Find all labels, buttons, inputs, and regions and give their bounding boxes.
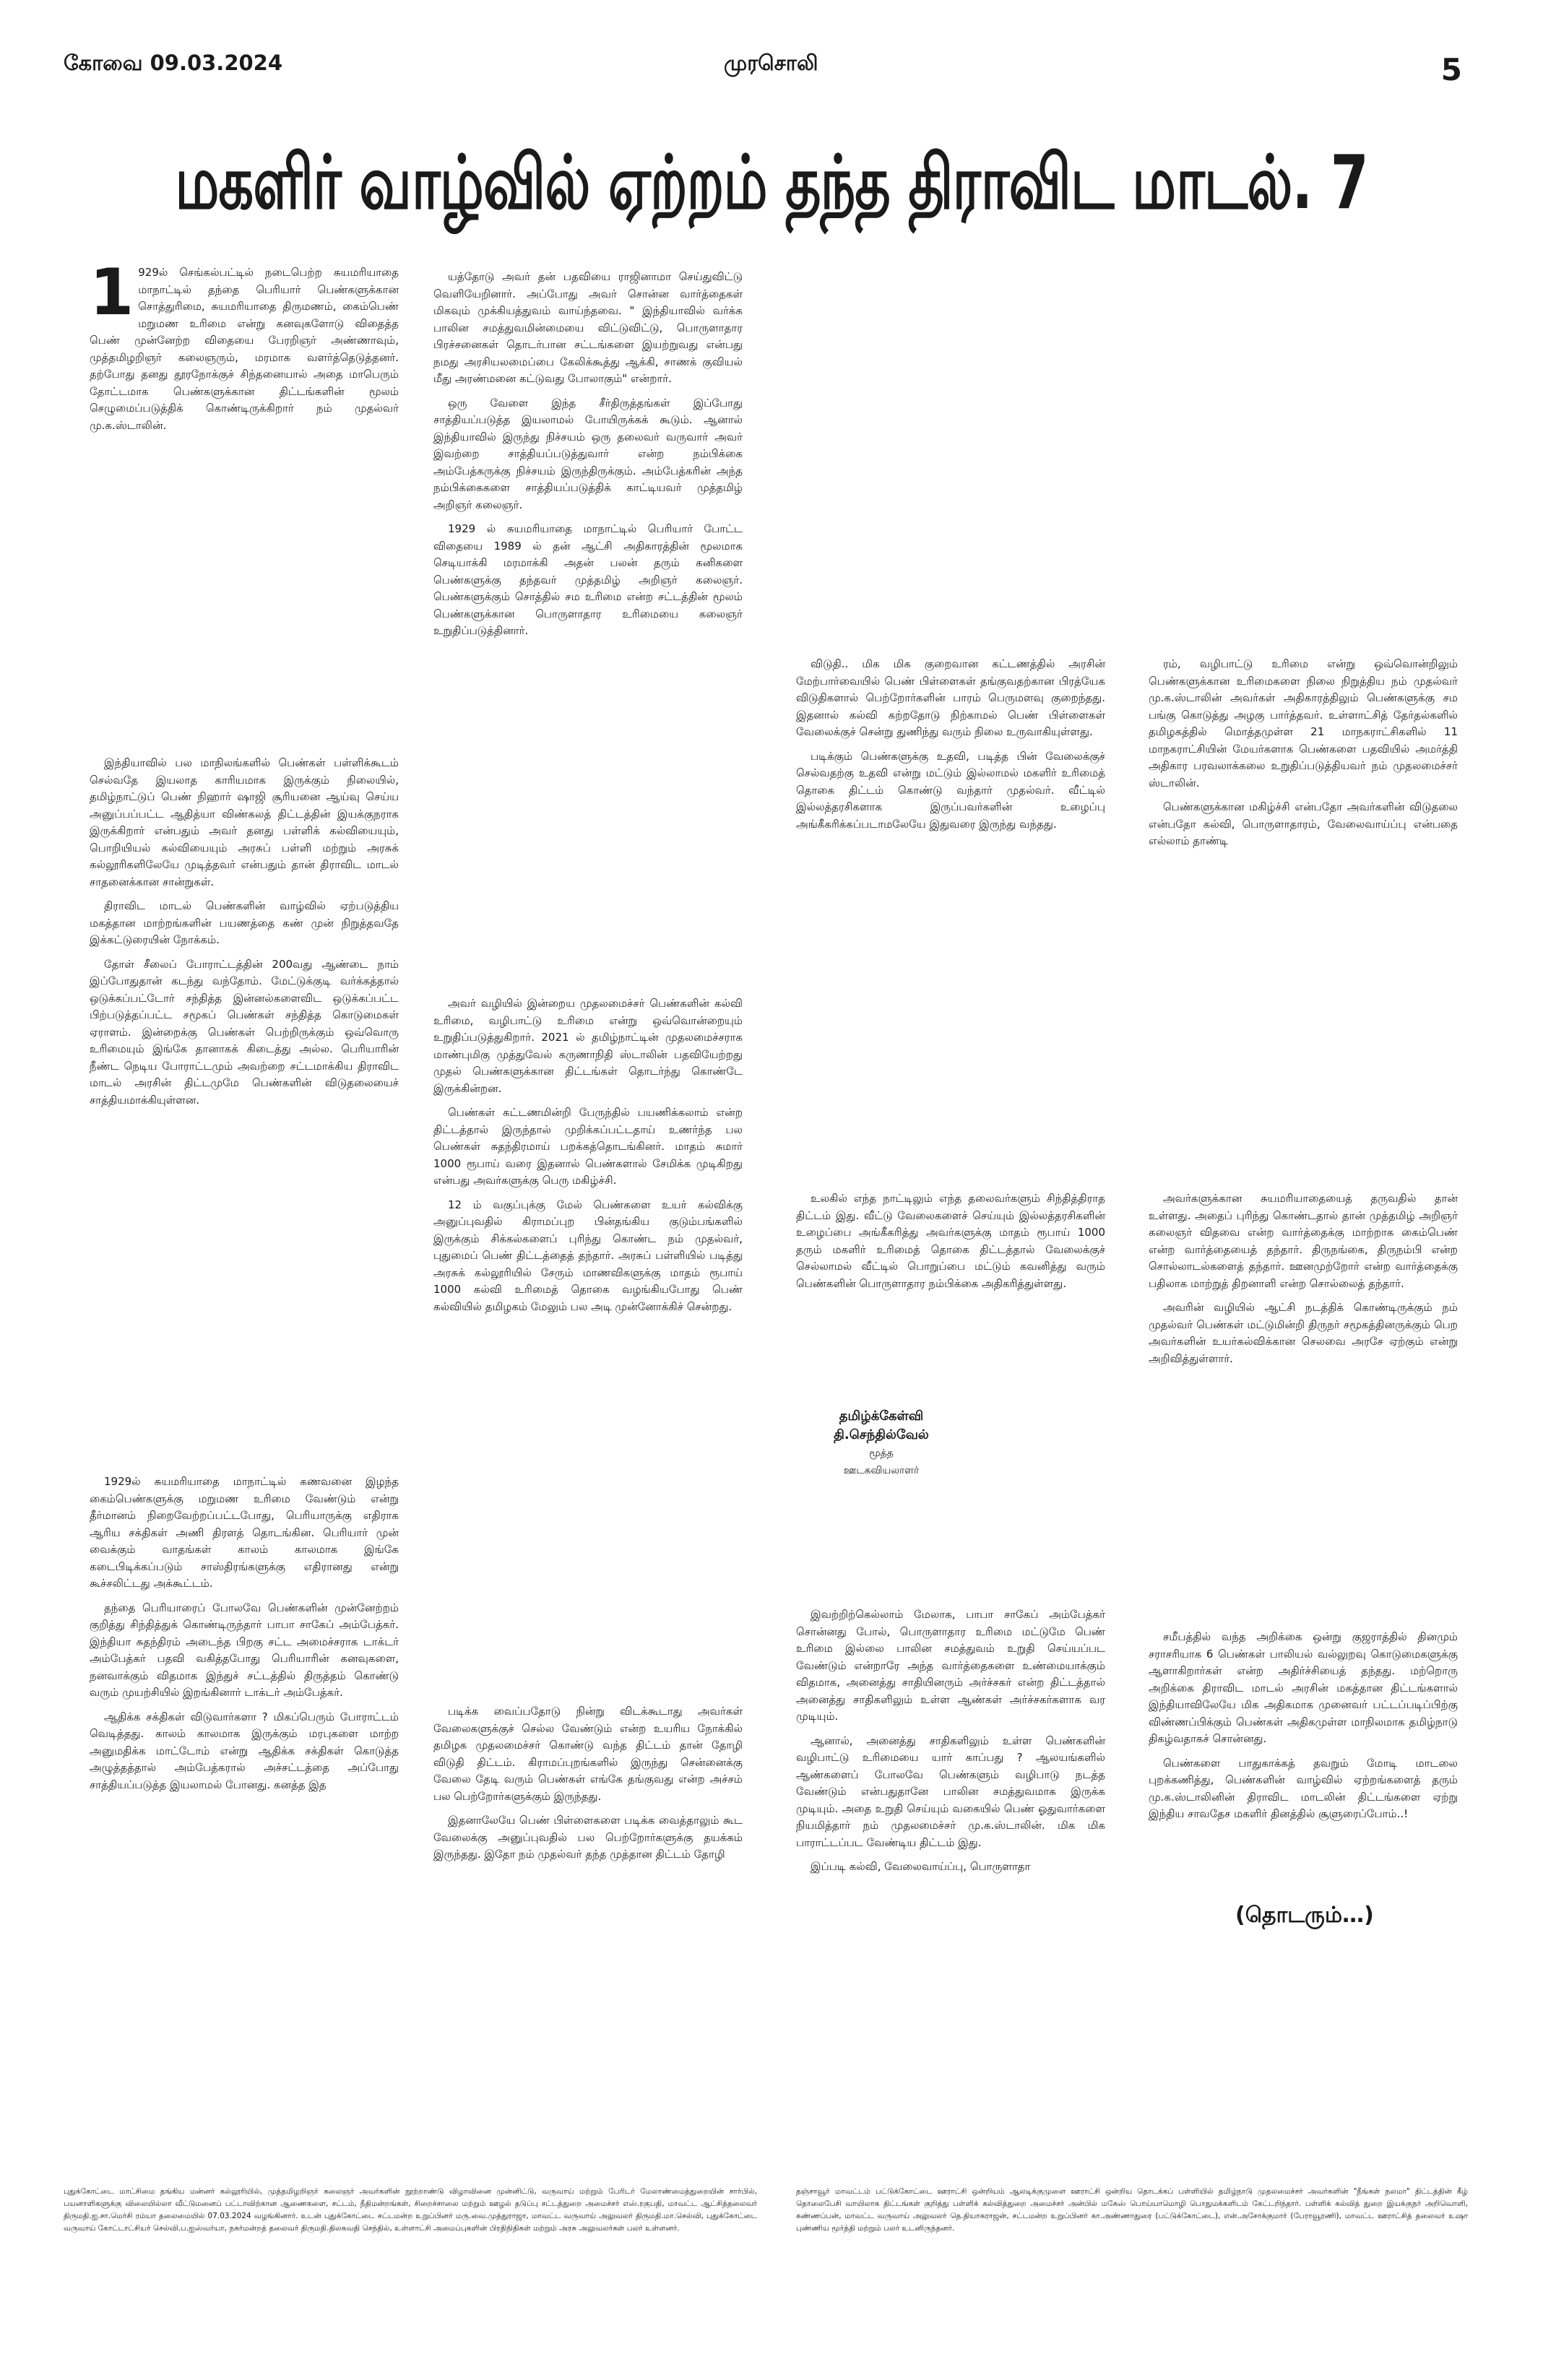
drop-cap: 1 [90, 255, 134, 329]
col2-block-b [433, 995, 743, 1323]
article-paragraph: உலகில் எந்த நாட்டிலும் எந்த தலைவர்களும் சிந்தித்திராத திட்டம் இது. வீட்டு வேலைகளைச் செய்யும் இல்லத்தரசிகளின் உழைப்பை அங்கீகரித்து அவர்களுக்கு மாதம் ரூபாய் 1000 தரும் மகளிர் உரிமைத் தொகை திட்டத்தால் வேலைக்குச் செல்லாமல் வீட்டில் பொறுப்பை மட்டும் கவனித்து வரும் பெண்களின் பொருளாதார நம்பிக்கை அதிகரித்துள்ளது. [796, 1192, 1105, 1290]
photo-caption-left: புதுக்கோட்டை மாட்சிமை தங்கிய மன்னர் கல்லூரியில், முத்தமிழறிஞர் கலைஞர் அவர்களின் நூற்றாண்டு விழாவினை முன்னிட்டு, வருவாய் மற்றும் பேரிடர் மேலாண்மைத்துறையின் சார்பில், பயனாளிகளுக்கு விலையில்லா வீட்டுமனைப் பட்டாவிற்கான ஆணைகளை, சட்டம், நீதிமன்றங்கள், சிறைச்சாலை மற்றும் ஊழல் தடுப்பு சட்டத்துறை அமைச்சர் எஸ்.ரகுபதி, மாவட்ட ஆட்சித்தலைவர் திருமதி.ஐ.சா.மெர்சி ரம்யா தலைமையில் 07.03.2024 வழங்கினார். உடன் புதுக்கோட்டை சட்டமன்ற உறுப்பினர் மரு.வை.முத்துராஜா, மாவட்ட வருவாய் அலுவலர் திருமதி.மா.செல்வி, புதுக்கோட்டை வருவாய் கோட்டாட்சியர் செல்வி.ப.ஐஸ்வர்யா, நகர்மன்றத் தலைவர் திருமதி.திலகவதி செந்தில், உள்ளாட்சி அமைப்புகளின் பிரதிநிதிகள் மற்றும் அரசு அலுவலர்கள் பலர் உள்ளனர். [64, 2187, 757, 2233]
article-paragraph: இதனாலேயே பெண் பிள்ளைகளை படிக்க வைத்தாலும் கூட வேலைக்கு அனுப்புவதில் பல பெற்றோர்களுக்கு தயக்கம் இருந்தது. இதோ நம் முதல்வர் தந்த முத்தான திட்டம் தோழி [433, 1814, 743, 1861]
page-number: 5 [1440, 52, 1462, 87]
article-paragraph: இவற்றிற்கெல்லாம் மேலாக, பாபா சாகேப் அம்பேத்கர் சொன்னது போல், பொருளாதார உரிமை மட்டுமே பெண் உரிமை இல்லை பாலின சமத்துவம் உறுதி செய்யப்பட வேண்டும் என்றாரே அந்த வார்த்தைகளை உண்மையாக்கும் விதமாக, அனைத்து சாதியினரும் அர்ச்சகர் என்ற திட்டத்தால் அனைத்து சாதிகளிலும் உள்ள ஆண்கள் அர்ச்சகர்களாக வர முடியும். [796, 1608, 1105, 1723]
article-paragraph: 1929 ல் சுயமரியாதை மாநாட்டில் பெரியார் போட்ட விதையை 1989 ல் தன் ஆட்சி அதிகாரத்தின் மூலமாக செடியாக்கி மரமாக்கி அதன் பலன் தரும் கனிகளை பெண்களுக்கு தந்தவர் முத்தமிழ் அறிஞர் கலைஞர். பெண்களுக்கும் சொத்தில் சம உரிமை என்ற சட்டத்தின் மூலம் பெண்களுக்கான பொருளாதார உரிமையை கலைஞர் உறுதிப்படுத்தினார். [433, 522, 743, 637]
article-paragraph: பெண்களை பாதுகாக்கத் தவறும் மோடி மாடலை புறக்கணித்து, பெண்களின் வாழ்வில் ஏற்றங்களைத் தரும் மு.க.ஸ்டாலினின் திராவிட மாடலின் திட்டங்களை ஏற்று இந்திய சாவதேச மகளிர் தினத்தில் சூளுரைப்போம்..! [1149, 1756, 1458, 1820]
col1-block-a [90, 255, 399, 434]
article-paragraph: 1929ல் சுயமரியாதை மாநாட்டில் கணவனை இழந்த கைம்பெண்களுக்கு மறுமண உரிமை வேண்டும் என்று தீர்மானம் நிறைவேற்றப்பட்டபோது, பெரியாருக்கு எதிராக ஆரிய சக்திகள் அணி திரளத் தொடங்கின. பெரியார் முன் வைக்கும் வாதங்கள் காலம் காலமாக இங்கே கடைபிடிக்கப்படும் சாஸ்திரங்களுக்கு எதிரானது என்று கூச்சலிட்டது அக்கூட்டம். [90, 1475, 399, 1590]
col4-block-a [1149, 656, 1458, 857]
article-paragraph: ஆனால், அனைத்து சாதிகளிலும் உள்ள பெண்களின் வழிபாட்டு உரிமையை யார் காப்பது ? ஆலயங்களில் ஆண்களைப் போலவே பெண்களும் வழிபாடு நடத்த வேண்டும் என்பதுதானே பாலின சமத்துவமாக இருக்க முடியும். அதை உறுதி செய்யும் வகையில் பெண் ஓதுவார்களை நியமித்தார் நம் முதலமைச்சர் மு.க.ஸ்டாலின். மிக மிக பாராட்டப்பட வேண்டிய திட்டம் இது. [796, 1734, 1105, 1849]
article-paragraph: அவர்களுக்கான சுயமரியாதையைத் தருவதில் தான் உள்ளது. அதைப் புரிந்து கொண்டதால் தான் முத்தமிழ் அறிஞர் கலைஞர் விதவை என்ற வார்த்தைக்கு மாற்றாக கைம்பெண் என்ற வார்த்தையைத் தந்தார். திருநங்கை, திருநம்பி என்ற சொல்லாடல்களைத் தந்தார். ஊனமுற்றோர் என்ற வார்த்தைக்கு பதிலாக மாற்றுத் திறனாளி என்ற சொல்லைத் தந்தார். [1149, 1192, 1458, 1290]
col2-block-a [433, 269, 743, 647]
col3-block-a [796, 656, 1105, 840]
header-edition-date: கோவை 09.03.2024 [64, 51, 283, 75]
article-paragraph: தோள் சீலைப் போராட்டத்தின் 200வது ஆண்டை நாம் இப்போதுதான் கடந்து வந்தோம். மேட்டுக்குடி வர்க்கத்தால் ஒடுக்கப்பட்டோர் சந்தித்த இன்னல்களைவிட ஒடுக்கப்பட்ட பிற்படுத்தப்பட்ட சமூகப் பெண்கள் சந்தித்த கொடுமைகள் ஏராளம். இன்றைக்கு பெண்கள் பெற்றிருக்கும் ஒவ்வொரு உரிமையும் இங்கே தானாகக் கிடைத்து அல்ல. பெரியாரின் நீண்ட நெடிய போராட்டமும் அவற்றை சட்டமாக்கிய திராவிட மாடல் அரசின் திட்டமுமே பெண்களின் விடுதலையைச் சாத்தியமாக்கியுள்ளன. [90, 957, 399, 1107]
byline-role-1: மூத்த [869, 1448, 894, 1459]
byline-name-2: தி.செந்தில்வேல் [834, 1427, 929, 1442]
article-paragraph: இப்படி கல்வி, வேலைவாய்ப்பு, பொருளாதா [811, 1860, 1031, 1873]
article-paragraph: 929ல் செங்கல்பட்டில் நடைபெற்ற சுயமரியாதை மாநாட்டில் தந்தை பெரியார் பெண்களுக்கான சொத்துரிமை, சுயமரியாதை திருமணம், கைம்பெண் மறுமண உரிமை என்று கனவுகளோடு விதைத்த பெண் முன்னேற்ற விதையை பேரறிஞர் அண்ணாவும், முத்தமிழறிஞர் கலைஞரும், மரமாக வளர்த்தெடுத்தனர். தற்போது தனது தூரநோக்குச் சிந்தனையால் அதை மாபெரும் தோட்டமாக பெண்களுக்கான திட்டங்களின் மூலம் செழுமைப்படுத்திக் கொண்டிருக்கிறார் நம் முதல்வர் மு.க.ஸ்டாலின். [90, 266, 399, 432]
col3-block-c [796, 1606, 1105, 1883]
col4-block-b [1149, 1190, 1458, 1375]
article-paragraph: ஒரு வேளை இந்த சீர்திருத்தங்கள் இப்போது சாத்தியப்படுத்த இயலாமல் போயிருக்கக் கூடும். ஆனால் இந்தியாவில் இருந்து நிச்சயம் ஒரு தலைவர் வருவார் அவர் இவற்றை சாத்தியப்படுத்துவார் என்ற நம்பிக்கை அம்பேத்கருக்கு நிச்சயம் இருந்திருக்கும். அம்பேத்கரின் அந்த நம்பிக்கைகளை சாத்தியப்படுத்திக் காட்டியவர் முத்தமிழ் அறிஞர் கலைஞர். [433, 396, 743, 511]
article-paragraph: ஆதிக்க சக்திகள் விடுவார்களா ? மிகப்பெரும் போராட்டம் வெடித்தது. காலம் காலமாக இருக்கும் மரபுகளை மாற்ற அனுமதிக்க மாட்டோம் என்று ஆதிக்க சக்திகள் கொடுத்த அழுத்தத்தால் அம்பேத்கரால் அச்சட்டத்தை அப்போது சாத்தியப்படுத்த இயலாமல் போனது. கனத்த இத [90, 1710, 399, 1791]
byline [809, 1407, 954, 1479]
photo-caption-right: தஞ்சாவூர் மாவட்டம் பட்டுக்கோட்டை ஊராட்சி ஒன்றியம் ஆலடிக்குமுளை ஊராட்சி ஒன்றிய தொடக்கப் பள்ளியில் தமிழ்நாடு முதலமைச்சர் அவர்களின் "நீங்கள் நலமா" திட்டத்தின் கீழ் தொலைபேசி வாயிலாக திட்டங்கள் குறித்து பள்ளிக் கல்வித்துறை அமைச்சர் அன்பில் மகேஸ் பொய்யாமொழி பொதுமக்களிடம் கேட்டறிந்தார். பள்ளிக் கல்வித் துறை இயக்குநர் அறிவொளி, கண்ணப்பன், மாவட்ட வருவாய் அலுவலர் தெ.தியாகராஜன், சட்டமன்ற உறுப்பினர் கா.அண்ணாதுரை (பட்டுக்கோட்டை), என்.அசோக்குமார் (பேராவூரணி), மாவட்ட ஊராட்சித் தலைவர் உஷா புண்ணிய மூர்த்தி மற்றும் பலர் உடனிருந்தனர். [796, 2187, 1468, 2233]
article-paragraph: பெண்கள் கட்டணமின்றி பேருந்தில் பயணிக்கலாம் என்ற திட்டத்தால் இருந்தால் முறிக்கப்பட்டதாய் உணர்ந்த பல பெண்கள் சுதந்திரமாய் பறக்கத்தொடங்கினர். மாதம் சுமார் 1000 ரூபாய் வரை இதனால் பெண்களால் சேமிக்க முடிகிறது என்பது அவர்களுக்கு பெரு மகிழ்ச்சி. [433, 1106, 743, 1187]
header-paper-name: முரசொலி [724, 51, 818, 75]
col4-block-c [1149, 1629, 1458, 1830]
article-paragraph: அவர் வழியில் இன்றைய முதலமைச்சர் பெண்களின் கல்வி உரிமை, வழிபாட்டு உரிமை என்று ஒவ்வொன்றையும் உறுதிப்படுத்துகிறார். 2021 ல் தமிழ்நாட்டின் முதலமைச்சராக மாண்புமிகு முத்துவேல் கருணாநிதி ஸ்டாலின் பதவியேற்றது முதல் பெண்களுக்கான திட்டங்கள் தொடர்ந்து கொண்டே இருக்கின்றன. [433, 997, 743, 1095]
article-paragraph: சமீபத்தில் வந்த அறிக்கை ஒன்று குஜராத்தில் தினமும் சராசரியாக 6 பெண்கள் பாலியல் வல்லுறவு கொடுமைகளுக்கு ஆளாகிறார்கள் என்ற அதிர்ச்சியைத் தந்தது. மற்றொரு அறிக்கை திராவிட மாடல் அரசின் மகத்தான திட்டங்களால் இந்தியாவிலேயே மிக அதிகமாக முனைவர் பட்டப்படிப்பிற்கு விண்ணப்பிக்கும் பெண்கள் அதிகமுள்ள மாநிலமாக தமிழ்நாடு திகழ்வதாகச் சொன்னது. [1149, 1630, 1458, 1745]
col1-block-c [90, 1474, 399, 1801]
article-paragraph: யத்தோடு அவர் தன் பதவியை ராஜினாமா செய்துவிட்டு வெளியேறினார். அப்போது அவர் சொன்ன வார்த்தைகள் மிகவும் முக்கியத்துவம் வாய்ந்தவை. " இந்தியாவில் வர்க்க பாலின சமத்துவமின்மையை விட்டுவிட்டு, பொருளாதார பிரச்சனைகள் தொடர்பான சட்டங்களை இயற்றுவது என்பது நமது அரசியலமைப்பை கேலிக்கூத்து ஆக்கி, சாணக் குவியல் மீது அரண்மனை கட்டுவது போலாகும்" என்றார். [433, 270, 743, 385]
continued-note: (தொடரும்…) [1235, 1903, 1374, 1928]
article-paragraph: 12 ம் வகுப்புக்கு மேல் பெண்களை உயர் கல்விக்கு அனுப்புவதில் கிராமப்புற பின்தங்கிய குடும்பங்களில் இருக்கும் சிக்கல்களைப் புரிந்து கொண்ட நம் முதல்வர், புதுமைப் பெண் திட்டத்தைத் தந்தார். அரசுப் பள்ளியில் படித்து அரசுக் கல்லூரியில் சேரும் மாணவிகளுக்கு மாதம் ரூபாய் 1000 கல்வி உரிமைத் தொகை வழங்கியபோது பெண் கல்வியில் தமிழகம் மேலும் பல அடி முன்னோக்கிச் சென்றது. [433, 1198, 743, 1313]
headline: மகளிர் வாழ்வில் ஏற்றம் தந்த திராவிட மாடல். 7 [175, 139, 1368, 226]
article-paragraph: படிக்கும் பெண்களுக்கு உதவி, படித்த பின் வேலைக்குச் செல்வதற்கு உதவி என்று மட்டும் இல்லாமல் மகளிர் உரிமைத் தொகை திட்டம் கொண்டு வந்தார் முதல்வர். வீட்டில் இல்லத்தரசிகளாக இருப்பவர்களின் உழைப்பு அங்கீகரிக்கப்படாமலேயே இதுவரை இருந்து வந்தது. [796, 749, 1105, 831]
article-paragraph: அவரின் வழியில் ஆட்சி நடத்திக் கொண்டிருக்கும் நம் முதல்வர் பெண்கள் மட்டுமின்றி திருநர் சமூகத்தினருக்கும் பெற அவர்களின் உயர்கல்விக்கான செலவை அரசே ஏற்கும் என்று அறிவித்துள்ளார். [1149, 1301, 1458, 1365]
byline-role-2: ஊடகவியலாளர் [843, 1465, 920, 1476]
article-paragraph: படிக்க வைப்பதோடு நின்று விடக்கூடாது அவர்கள் வேலைகளுக்குச் செல்ல வேண்டும் என்ற உயரிய நோக்கில் தமிழக முதலமைச்சர் கொண்டு வந்த திட்டம் தான் தோழி விடுதி திட்டம். கிராமப்புறங்களில் இருந்து சென்னைக்கு வேலை தேடி வரும் பெண்கள் எங்கே தங்குவது என்ற அச்சம் பல பெற்றோர்களுக்கும் இருந்தது. [433, 1705, 743, 1803]
col3-block-b [796, 1190, 1105, 1299]
article-paragraph: தந்தை பெரியாரைப் போலவே பெண்களின் முன்னேற்றம் குறித்து சிந்தித்துக் கொண்டிருந்தார் பாபா சாகேப் அம்பேத்கர். இந்தியா சுதந்திரம் அடைந்த பிறகு சட்ட அமைச்சராக டாக்டர் அம்பேத்கர் பதவி வகித்தபோது பெரியாரின் கனவுகளை, நனவாக்கும் விதமாக இந்துச் சட்டத்தில் திருத்தம் கொண்டு வரும் முயற்சியில் இறங்கினார் டாக்டர் அம்பேத்கர். [90, 1601, 399, 1699]
article-paragraph: பெண்களுக்கான மகிழ்ச்சி என்பதோ அவர்களின் விடுதலை என்பதோ கல்வி, பொருளாதாரம், வேலைவாய்ப்பு என்பதை எல்லாம் தாண்டி [1149, 800, 1458, 847]
article-paragraph: விடுதி.. மிக மிக குறைவான கட்டணத்தில் அரசின் மேற்பார்வையில் பெண் பிள்ளைகள் தங்குவதற்கான பிரத்யேக விடுதிகளால் பெற்றோர்களின் பாரம் பெருமளவு குறைந்தது. இதனால் கல்வி கற்றதோடு நிற்காமல் பெண் பிள்ளைகள் வேலைக்குச் சென்று துணிந்து வரும் நிலை உருவாகியுள்ளது. [796, 657, 1105, 738]
article-paragraph: ரம், வழிபாட்டு உரிமை என்று ஒவ்வொன்றிலும் பெண்களுக்கான உரிமைகளை நிலை நிறுத்திய நம் முதல்வர் மு.க.ஸ்டாலின் அவர்கள் அதிகாரத்திலும் பெண்களுக்கு சம பங்கு கொடுத்து அழகு பார்த்தவர். உள்ளாட்சித் தேர்தல்களில் தமிழகத்தில் மொத்தமுள்ள 21 மாநகராட்சிகளில் 11 மாநகராட்சியின் மேயர்களாக பெண்களை பதவியில் அமர்த்தி அதிகார பரவலாக்கலை உறுதிப்படுத்தியவர் நம் முதலமைச்சர் ஸ்டாலின். [1149, 657, 1458, 789]
col1-block-b [90, 755, 399, 1116]
article-paragraph: திராவிட மாடல் பெண்களின் வாழ்வில் ஏற்படுத்திய மகத்தான மாற்றங்களின் பயணத்தை கண் முன் நிறுத்தவதே இக்கட்டுரையின் நோக்கம். [90, 899, 399, 946]
byline-name-1: தமிழ்க்கேள்வி [839, 1408, 924, 1424]
col2-block-c [433, 1703, 743, 1871]
article-paragraph: இந்தியாவில் பல மாநிலங்களில் பெண்கள் பள்ளிக்கூடம் செல்வதே இயலாத காரியமாக இருக்கும் நிலையில், தமிழ்நாட்டுப் பெண் நிஹார் ஷாஜி சூரியனை ஆய்வு செய்ய அனுப்பப்பட்ட ஆதித்யா விண்கலத் திட்டத்தின் இயக்குநராக இருக்கிறார் என்பதும் அவர் தனது பள்ளிக் கல்வியையும், பொறியியல் கல்வியையும் அரசுப் பள்ளி மற்றும் அரசுக் கல்லூரிகளிலேயே முடித்தவர் என்பதும் தான் திராவிட மாடல் சாதனைக்கான சான்றுகள். [90, 756, 399, 888]
